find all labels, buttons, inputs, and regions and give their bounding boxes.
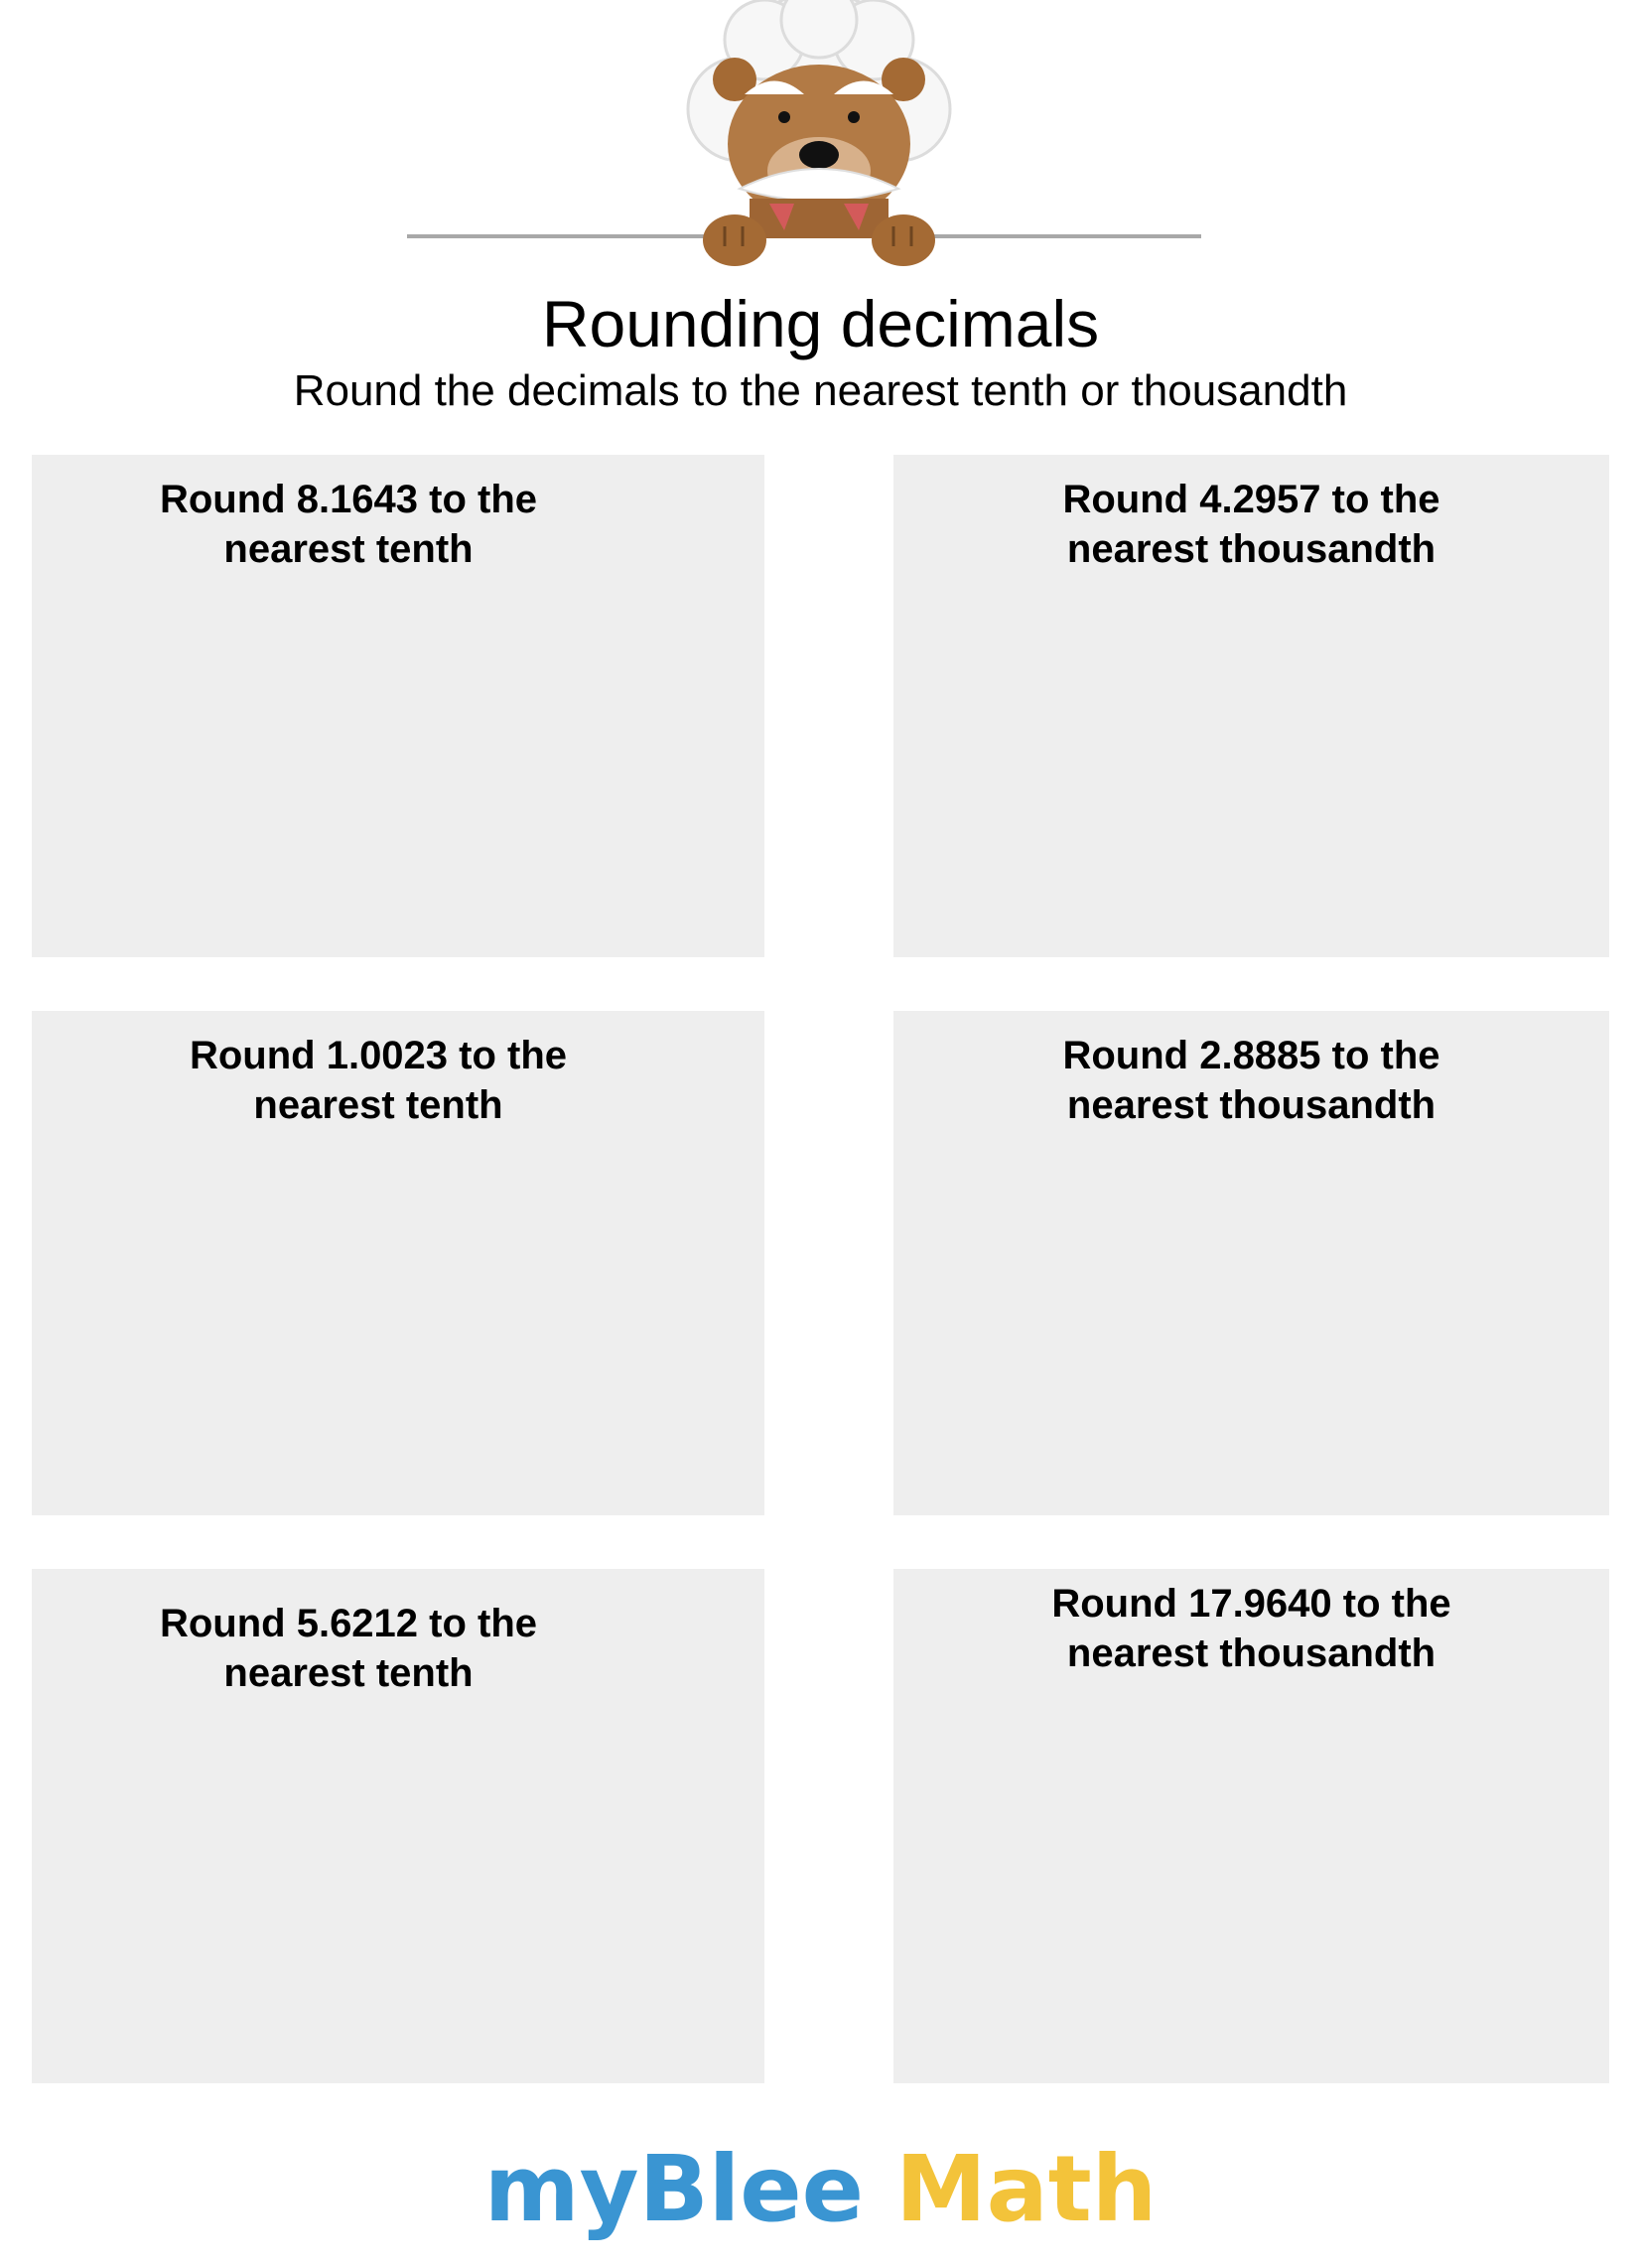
problem-text: Round 17.9640 to the nearest thousandth [1051, 1582, 1451, 1675]
problem-card[interactable] [893, 1569, 1609, 2083]
page-title: Rounding decimals [541, 287, 1100, 360]
problem-card[interactable] [893, 455, 1609, 957]
page-subtitle: Round the decimals to the nearest tenth or thousandth [293, 366, 1348, 415]
bear-mascot-icon [407, 0, 1241, 273]
problem-card[interactable] [32, 1569, 764, 2083]
problem-card[interactable] [893, 1011, 1609, 1515]
problem-text: Round 8.1643 to the nearest tenth [159, 478, 538, 571]
problem-text: Round 1.0023 to the nearest tenth [189, 1034, 568, 1127]
problem-card[interactable] [32, 1011, 764, 1515]
brand-name-part1: myBlee [483, 2136, 865, 2242]
problem-card[interactable] [32, 455, 764, 957]
problem-text: Round 5.6212 to the nearest tenth [159, 1602, 538, 1695]
brand-name-part2: Math [895, 2136, 1158, 2242]
problem-text: Round 4.2957 to the nearest thousandth [1062, 478, 1440, 571]
problem-text: Round 2.8885 to the nearest thousandth [1062, 1034, 1440, 1127]
brand-logo [0, 2135, 1641, 2244]
